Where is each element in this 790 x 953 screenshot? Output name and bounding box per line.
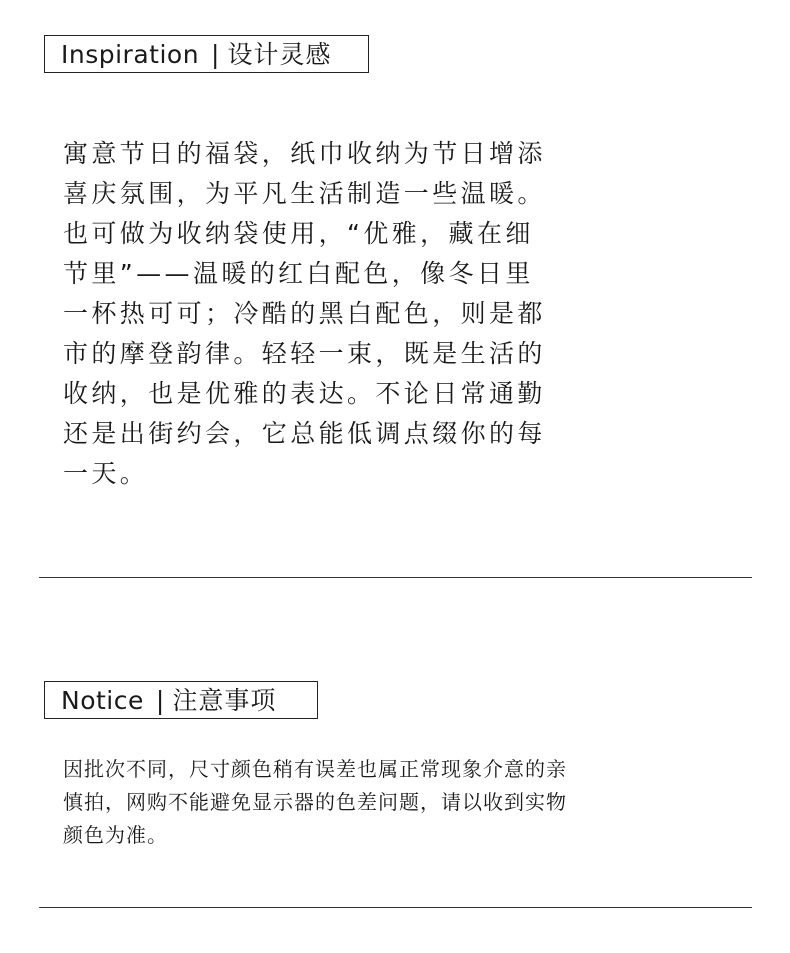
inspiration-heading-en: Inspiration	[61, 39, 200, 69]
notice-line: 因批次不同，尺寸颜色稍有误差也属正常现象介意的亲	[63, 757, 567, 781]
notice-heading	[44, 681, 318, 719]
notice-line: 颜色为准。	[63, 823, 168, 847]
inspiration-line: 还是出街约会，它总能低调点缀你的每	[63, 419, 546, 448]
notice-heading-en: Notice	[61, 685, 144, 715]
inspiration-line: 喜庆氛围，为平凡生活制造一些温暖。	[63, 179, 546, 208]
section-divider	[39, 577, 752, 578]
heading-separator: |	[211, 39, 220, 69]
inspiration-line: 节里”——温暖的红白配色，像冬日里	[63, 259, 534, 288]
notice-line: 慎拍，网购不能避免显示器的色差问题，请以收到实物	[63, 790, 567, 814]
notice-paragraph	[63, 753, 663, 852]
inspiration-heading-zh: 设计灵感	[227, 39, 332, 69]
inspiration-line: 也可做为收纳袋使用，“优雅，藏在细	[63, 219, 534, 248]
inspiration-line: 市的摩登韵律。轻轻一束，既是生活的	[63, 339, 546, 368]
inspiration-line: 寓意节日的福袋，纸巾收纳为节日增添	[63, 139, 546, 168]
inspiration-line: 一杯热可可；冷酷的黑白配色，则是都	[63, 299, 546, 328]
inspiration-line: 一天。	[63, 459, 149, 488]
inspiration-line: 收纳，也是优雅的表达。不论日常通勤	[63, 379, 546, 408]
heading-separator: |	[155, 685, 165, 715]
inspiration-paragraph	[63, 134, 563, 494]
notice-heading-zh: 注意事项	[172, 685, 277, 715]
section-divider	[39, 907, 752, 908]
inspiration-heading	[44, 35, 369, 73]
